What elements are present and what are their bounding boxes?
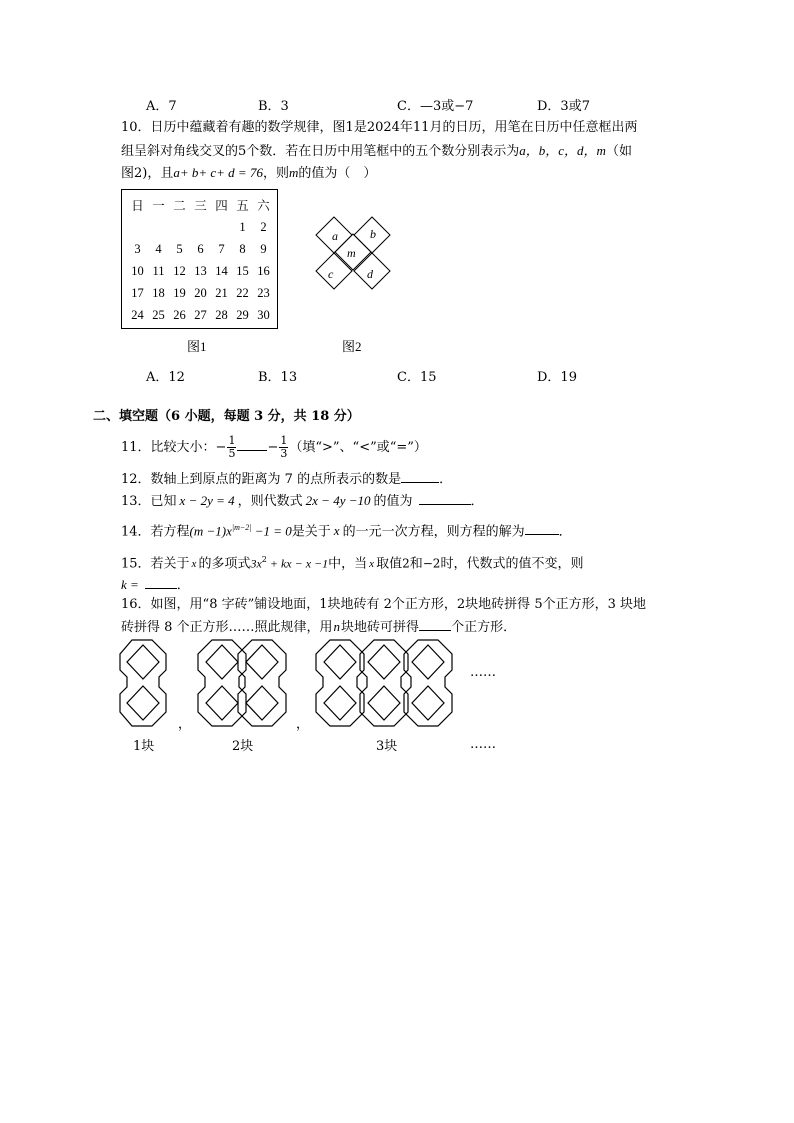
q13-prefix: 13．已知 xyxy=(121,494,177,509)
calendar-row xyxy=(127,216,274,238)
q16-line1: 16．如图，用“8 字砖”铺设地面，1块地砖有 2个正方形，2块地砖拼得 5个正方形，3 块地 xyxy=(121,597,646,612)
fig2-label-a: a xyxy=(332,229,338,243)
calendar-figure xyxy=(121,189,278,329)
q16-separator-1: ， xyxy=(178,717,192,732)
q16-caption-2: 2块 xyxy=(232,739,254,754)
q10-line2 xyxy=(121,144,632,158)
calendar-day: 8 xyxy=(239,241,246,256)
calendar-day xyxy=(211,216,232,238)
tile-2-group xyxy=(198,640,286,726)
calendar-header-cell: 六 xyxy=(257,199,270,213)
calendar-day: 5 xyxy=(176,241,183,256)
tile-square xyxy=(412,686,444,720)
tile-square xyxy=(324,645,356,679)
calendar-row xyxy=(127,304,274,326)
calendar-day: 9 xyxy=(260,241,267,256)
q16-answer-blank xyxy=(419,620,451,631)
q11-fraction-1 xyxy=(227,435,236,459)
q16-tiles-figure xyxy=(118,638,458,738)
calendar-day: 28 xyxy=(215,307,228,322)
tile-square xyxy=(368,645,400,679)
q11-neg1: − xyxy=(215,440,227,455)
q10-option-a: A．12 xyxy=(146,370,185,385)
q15-mid2: 中，当 xyxy=(328,556,368,572)
q9-option-b: B．3 xyxy=(258,99,289,114)
calendar-day: 13 xyxy=(194,263,207,278)
fig1-caption: 图1 xyxy=(187,339,207,354)
q15-poly-exponent: 2 xyxy=(261,555,267,564)
calendar-day: 2 xyxy=(260,219,267,234)
q10-line3-post: ，则 xyxy=(262,166,289,181)
q12-end: ． xyxy=(439,472,453,487)
calendar-day: 4 xyxy=(155,241,162,256)
figure2-diagram xyxy=(312,212,394,294)
tile-square xyxy=(206,686,238,720)
q13-expression: 2x − 4y −10 xyxy=(305,493,371,508)
calendar-header-cell: 四 xyxy=(215,199,228,213)
fig2-caption: 图2 xyxy=(342,339,362,354)
q10-line2-end: （如 xyxy=(605,144,632,159)
q14-equation-exponent: |m−2| xyxy=(231,523,252,532)
q15-var: x xyxy=(191,558,197,571)
q16-line2 xyxy=(121,620,516,634)
calendar-day: 29 xyxy=(236,307,249,322)
q11-fraction-2 xyxy=(279,435,288,459)
q13-mid: ，则代数式 xyxy=(237,494,303,509)
tile-square xyxy=(206,645,238,679)
q16-line2-pre: 砖拼得 8 个正方形……照此规律，用 xyxy=(121,620,333,635)
calendar-day: 1 xyxy=(239,219,246,234)
q10-option-c: C．15 xyxy=(397,370,437,385)
q11-f2-den: 3 xyxy=(280,447,288,460)
calendar-day: 18 xyxy=(152,285,165,300)
calendar-day: 30 xyxy=(257,307,270,322)
calendar-day: 3 xyxy=(134,241,141,256)
q16-ellipsis-bottom: …… xyxy=(470,737,496,752)
q15-mid: 的多项式 xyxy=(198,556,251,572)
q14-var: x xyxy=(333,523,340,539)
q14-answer-blank xyxy=(525,524,559,535)
q10-var-m: m xyxy=(288,165,299,180)
calendar-row xyxy=(127,260,274,282)
q15-mid3: 取值 xyxy=(376,556,403,572)
calendar-header-row xyxy=(127,194,274,216)
tile-square xyxy=(324,686,356,720)
q12-answer-blank xyxy=(401,472,439,483)
calendar-day: 20 xyxy=(194,285,207,300)
q15-suffix: 时，代数式的值不变，则 xyxy=(440,556,584,572)
calendar-day: 12 xyxy=(173,263,186,278)
calendar-day xyxy=(148,216,169,238)
calendar-day: 10 xyxy=(131,263,144,278)
q15-var2: x xyxy=(369,558,375,571)
q15-and: 和 xyxy=(409,556,423,572)
eight-tile xyxy=(360,640,408,726)
calendar-day: 19 xyxy=(173,285,186,300)
q12-text: 12．数轴上到原点的距离为 7 的点所表示的数是 xyxy=(121,472,402,487)
eight-tile xyxy=(404,640,452,726)
calendar-day: 11 xyxy=(152,263,165,278)
q14-end: ． xyxy=(558,524,572,540)
fig2-label-m: m xyxy=(347,246,356,260)
calendar-day: 6 xyxy=(197,241,204,256)
tile-square xyxy=(368,686,400,720)
calendar-header-cell: 五 xyxy=(236,199,249,213)
q14-prefix: 14．若方程 xyxy=(121,524,190,540)
tile-1-group xyxy=(120,640,166,726)
q10-equation: a+ b+ c+ d = 76 xyxy=(173,165,263,180)
q11-line xyxy=(121,433,427,463)
q13-suffix: 的值为 xyxy=(373,494,413,509)
q15-poly-b: + kx − x −1 xyxy=(266,556,329,571)
fig2-label-c: c xyxy=(328,267,334,281)
calendar-day: 27 xyxy=(194,307,207,322)
calendar-day xyxy=(127,216,148,238)
q10-line3-pre: 图2)，且 xyxy=(121,166,174,181)
q16-line2-end: 个正方形． xyxy=(451,620,517,635)
q16-var-n: n xyxy=(333,619,341,634)
q12-line xyxy=(121,472,452,486)
calendar-header-cell: 二 xyxy=(173,199,186,213)
q10-line3-end: 的值为（ ） xyxy=(298,166,377,181)
fig2-label-b: b xyxy=(370,227,376,241)
calendar-day: 26 xyxy=(173,307,186,322)
q16-separator-2: ， xyxy=(296,717,310,732)
q11-suffix: （填“>”、“<”或“=”） xyxy=(289,440,427,455)
calendar-day: 25 xyxy=(152,307,165,322)
tile-square xyxy=(246,645,278,679)
q13-condition: x − 2y = 4 xyxy=(179,493,235,508)
q14-equation-base: (m −1)x xyxy=(189,523,232,539)
tile-square xyxy=(412,645,444,679)
calendar-row xyxy=(127,282,274,304)
tile-3-group xyxy=(316,640,452,726)
q10-line3 xyxy=(121,166,376,180)
q15-line2 xyxy=(121,578,190,592)
calendar-header-cell: 三 xyxy=(194,199,207,213)
q14-line xyxy=(121,524,572,538)
q16-caption-1: 1块 xyxy=(133,739,155,754)
q11-f2-num: 1 xyxy=(280,434,288,448)
calendar-day: 24 xyxy=(131,307,144,322)
q15-end: ． xyxy=(176,578,190,593)
q10-option-d: D．19 xyxy=(537,370,577,385)
q11-prefix: 11．比较大小： xyxy=(121,440,216,455)
q10-line1: 10．日历中蕴藏着有趣的数学规律，图1是2024年11月的日历，用笔在日历中任意框出两 xyxy=(121,120,638,135)
q13-answer-blank xyxy=(419,494,471,505)
q15-poly-a: 3x xyxy=(250,556,262,571)
q9-option-d: D．3或7 xyxy=(537,99,590,114)
calendar-day: 16 xyxy=(257,263,270,278)
calendar-day xyxy=(190,216,211,238)
tile-square xyxy=(127,645,159,679)
q14-suffix: 是关于 xyxy=(291,524,331,540)
eight-tile xyxy=(120,640,166,726)
q11-answer-blank xyxy=(237,440,267,451)
calendar-header-cell: 日 xyxy=(131,199,144,213)
calendar-table xyxy=(127,194,274,326)
q15-answer-blank xyxy=(145,578,177,589)
q10-line2-text: 组呈斜对角线交叉的5个数．若在日历中用笔框中的五个数分别表示为 xyxy=(121,144,520,159)
q14-equation-tail: −1 = 0 xyxy=(251,523,292,539)
calendar-day: 14 xyxy=(215,263,228,278)
calendar-row xyxy=(127,238,274,260)
q11-neg2: − xyxy=(267,440,279,455)
q15-line1 xyxy=(121,556,583,570)
q15-prefix: 15．若关于 xyxy=(121,556,190,572)
calendar-header-cell: 一 xyxy=(152,199,165,213)
q15-val2: −2 xyxy=(422,556,441,571)
q15-val1: 2 xyxy=(402,556,410,571)
calendar-day: 7 xyxy=(218,241,225,256)
calendar-day: 22 xyxy=(236,285,249,300)
q16-ellipsis-top: …… xyxy=(470,665,496,680)
section2-title: 二、填空题（6 小题，每题 3 分，共 18 分） xyxy=(93,409,360,424)
q13-line xyxy=(121,494,484,508)
tile-square xyxy=(246,686,278,720)
q11-f1-num: 1 xyxy=(228,434,236,448)
calendar-day: 17 xyxy=(131,285,144,300)
q15-k-label: k = xyxy=(121,577,139,592)
q14-suffix2: 的一元一次方程，则方程的解为 xyxy=(342,524,525,540)
q10-vars-list: a，b，c，d，m xyxy=(519,143,606,158)
q13-end: ． xyxy=(470,494,484,509)
fig2-label-d: d xyxy=(367,267,373,281)
calendar-day: 23 xyxy=(257,285,270,300)
q10-option-b: B．13 xyxy=(258,370,298,385)
eight-tile xyxy=(316,640,364,726)
calendar-day xyxy=(169,216,190,238)
calendar-day: 15 xyxy=(236,263,249,278)
calendar-day: 21 xyxy=(215,285,228,300)
q16-caption-3: 3块 xyxy=(376,739,398,754)
q16-line2-post: 块地砖可拼得 xyxy=(341,620,420,635)
q9-option-c: C．—3或−7 xyxy=(397,99,474,114)
tile-square xyxy=(127,686,159,720)
q9-option-a: A．7 xyxy=(146,99,177,114)
q11-f1-den: 5 xyxy=(228,447,236,460)
